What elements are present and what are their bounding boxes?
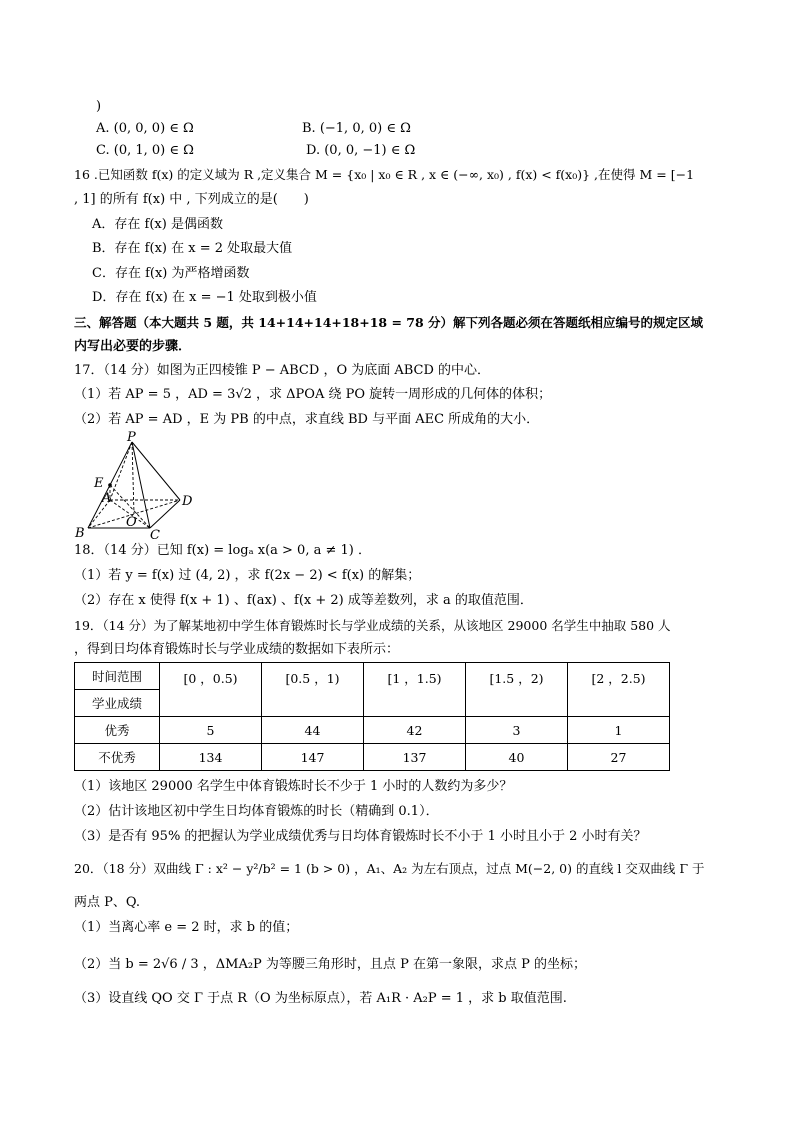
q19-sub1: （1）该地区 29000 名学生中体育锻炼时长不少于 1 小时的人数约为多少？: [74, 779, 513, 794]
q18-sub2: （2）存在 x 使得 f(x + 1) 、f(ax) 、f(x + 2) 成等差数列，求 a 的取值范围．: [74, 593, 533, 608]
q19-sub2: （2）估计该地区初中学生日均体育锻炼的时长（精确到 0.1）．: [74, 804, 439, 819]
table-cell: 147: [262, 744, 364, 771]
label-e: E: [94, 476, 104, 491]
q16-option-d: D．存在 f(x) 在 x = −1 处取到极小值: [92, 290, 317, 305]
q19-sub3: （3）是否有 95% 的把握认为学业成绩优秀与日均体育锻炼时长不小于 1 小时且小于 2 小时有关？: [74, 829, 647, 844]
table-cell: 42: [364, 717, 466, 744]
label-b: B: [75, 526, 85, 541]
q16-stem-line1: 16 .已知函数 f(x) 的定义域为 R ,定义集合 M = {x₀ | x₀ ∈ R , x ∈ (−∞, x₀) , f(x) < f(x₀)} ,在使得 M = [−1: [74, 167, 695, 182]
q16-option-a: A．存在 f(x) 是偶函数: [92, 217, 223, 232]
q16-option-c: C．存在 f(x) 为严格增函数: [92, 266, 250, 281]
label-o: O: [126, 515, 137, 530]
q20-stem-line1: 20．（18 分）双曲线 Γ : x² − y²/b² = 1 (b > 0) ，A₁、A₂ 为左右顶点，过点 M(−2, 0) 的直线 l 交双曲线 Γ 于: [74, 861, 705, 876]
label-d: D: [182, 494, 193, 509]
data-table: [74, 662, 670, 771]
label-p: P: [127, 430, 136, 445]
table-header-cell: 学业成绩: [75, 690, 160, 717]
table-header-cell: [0.5 ，1): [262, 663, 364, 717]
q15-option-d: D. (0, 0, −1) ∈ Ω: [306, 143, 416, 158]
q19-stem-line2: ，得到日均体育锻炼时长与学业成绩的数据如下表所示：: [74, 642, 400, 657]
table-row: [75, 744, 670, 771]
q20-sub3: （3）设直线 QO 交 Γ 于点 R（O 为坐标原点），若 A₁R · A₂P = 1 ，求 b 取值范围.: [74, 991, 567, 1006]
label-c: C: [150, 528, 160, 542]
table-cell: 134: [160, 744, 262, 771]
q18-stem: 18．（14 分）已知 f(x) = logₐ x(a > 0, a ≠ 1) ．: [74, 543, 371, 558]
table-header-cell: 时间范围: [75, 663, 160, 690]
q17-stem: 17．（14 分）如图为正四棱锥 P − ABCD ，O 为底面 ABCD 的中心．: [74, 363, 491, 378]
table-cell: 1: [568, 717, 670, 744]
q20-stem-line2: 两点 P、Q.: [74, 895, 141, 910]
q15-option-a: A. (0, 0, 0) ∈ Ω: [96, 121, 194, 136]
q18-sub1: （1）若 y = f(x) 过 (4, 2) ，求 f(2x − 2) < f(x) 的解集；: [74, 568, 421, 583]
q15-paren: ): [96, 99, 102, 114]
q15-option-b: B. (−1, 0, 0) ∈ Ω: [302, 121, 411, 136]
table-cell: 137: [364, 744, 466, 771]
q15-option-c: C. (0, 1, 0) ∈ Ω: [96, 143, 194, 158]
label-a: A: [102, 491, 112, 506]
section3-heading-line1: 三、解答题（本大题共 5 题，共 14+14+14+18+18 = 78 分）解下列各题必须在答题纸相应编号的规定区域: [74, 315, 704, 330]
table-row: [75, 663, 670, 690]
table-cell: 5: [160, 717, 262, 744]
q20-sub2: （2）当 b = 2√6 / 3 ，ΔMA₂P 为等腰三角形时，且点 P 在第一象限，求点 P 的坐标；: [74, 957, 586, 972]
table-cell: 3: [466, 717, 568, 744]
table-cell: 44: [262, 717, 364, 744]
q16-option-b: B．存在 f(x) 在 x = 2 处取最大值: [92, 241, 293, 256]
table-row: [75, 717, 670, 744]
q19-stem-line1: 19．（14 分）为了解某地初中学生体育锻炼时长与学业成绩的关系，从该地区 29000 名学生中抽取 580 人: [74, 618, 671, 633]
table-header-cell: [1 ，1.5): [364, 663, 466, 717]
table-header-cell: [2 ，2.5): [568, 663, 670, 717]
q20-sub1: （1）当离心率 e = 2 时，求 b 的值；: [74, 920, 299, 935]
table-row-label: 优秀: [75, 717, 160, 744]
q16-stem-line2: , 1] 的所有 f(x) 中 , 下列成立的是( ): [74, 192, 309, 207]
table-row-label: 不优秀: [75, 744, 160, 771]
table-cell: 40: [466, 744, 568, 771]
table-cell: 27: [568, 744, 670, 771]
q17-sub1: （1）若 AP = 5 ，AD = 3√2 ，求 ΔPOA 绕 PO 旋转一周形成的几何体的体积；: [74, 387, 552, 402]
table-header-cell: [1.5 ，2): [466, 663, 568, 717]
q17-sub2: （2）若 AP = AD ，E 为 PB 的中点，求直线 BD 与平面 AEC 所成角的大小．: [74, 412, 540, 427]
table-header-cell: [0 ，0.5): [160, 663, 262, 717]
pyramid-figure: [72, 430, 202, 542]
section3-heading-line2: 内写出必要的步骤．: [74, 339, 192, 354]
